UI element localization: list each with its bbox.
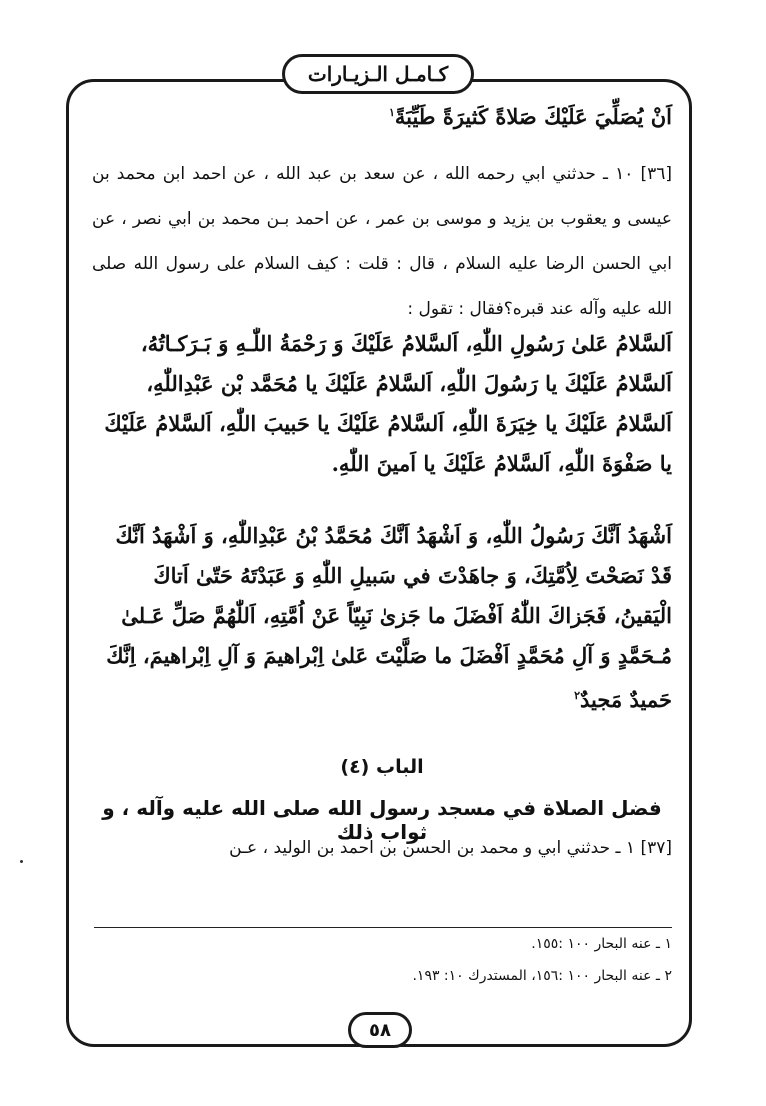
ziyarah-salutations: اَلسَّلامُ عَلىٰ رَسُولِ اللّٰهِ، اَلسَّلامُ عَلَيْكَ وَ رَحْمَةُ اللّٰـهِ وَ بَـرَكـاتُهُ، اَلسَّلامُ عَلَيْكَ يا رَسُولَ اللّٰهِ، اَلسَّلامُ عَلَيْكَ يا مُحَمَّد بْن عَبْدِاللّٰهِ، اَلسَّلامُ عَلَيْكَ يا خِيَرَةَ اللّٰهِ، اَلسَّلامُ عَلَيْكَ يا حَبيبَ اللّٰهِ، اَلسَّلامُ عَلَيْكَ يا صَفْوَةَ اللّٰهِ، اَلسَّلامُ عَلَيْكَ يا اَمينَ اللّٰهِ. [104,331,672,476]
hadith-37: [٣٧] ١ ـ حدثني ابي و محمد بن الحسن بن احمد بن الوليد ، عـن [229,838,672,858]
footnote-ref-1: ١ [388,106,395,119]
footnote-1: ١ ـ عنه البحار ١٠٠ :١٥٥. [531,936,672,952]
chapter-label: الباب (٤) [340,756,424,778]
ziyarah-testimony [92,516,672,720]
book-title-header [282,54,474,94]
page-number: ٥٨ [369,1019,391,1041]
hadith-36: [٣٦] ١٠ ـ حدثني ابي رحمه الله ، عن سعد بن عبد الله ، عن احمد ابن محمد بن عيسى و يعقوب بن يزيد و موسى بن عمر ، عن احمد بـن محمد بن ابي نصر ، عن ابي الحسن الرضا عليه السلام ، قال : قلت : كيف السلام على رسول الله صلى الله عليه وآله عند قبره؟فقال : تقول : [92,164,672,319]
chapter-title: فضل الصلاة في مسجد رسول الله صلى الله عليه وآله ، و ثواب ذلك [102,796,662,844]
book-title: كـامـل الـزيـارات [307,62,449,86]
supplication-text: اَنْ يُصَلِّيَ عَلَيْكَ صَلاةً كَثيرَةً طَيِّبَةً [394,104,672,129]
footnote-ref-2: ٢ [574,689,581,702]
footnote-2: ٢ ـ عنه البحار ١٠٠ :١٥٦، المستدرك ١٠: ١٩٣. [412,968,672,984]
page-number-badge [348,1012,412,1048]
ziyarah-testimony-text: اَشْهَدُ اَنَّكَ رَسُولُ اللّٰهِ، وَ اَشْهَدُ اَنَّكَ مُحَمَّدُ بْنُ عَبْدِاللّٰهِ، وَ اَشْهَدُ اَنَّكَ قَدْ نَصَحْتَ لِاُمَّتِكَ، وَ جاهَدْتَ في سَبيلِ اللّٰهِ وَ عَبَدْتَهُ حَتّىٰ اَتاكَ الْيَقينُ، فَجَزاكَ اللّٰهُ اَفْضَلَ ما جَزىٰ نَبِيّاً عَنْ اُمَّتِهِ، اَللّٰهُمَّ صَلِّ عَـلىٰ مُـحَمَّدٍ وَ آلِ مُحَمَّدٍ اَفْضَلَ ما صَلَّيْتَ عَلىٰ اِبْراهيمَ وَ آلِ اِبْراهيمَ، اِنَّكَ حَميدٌ مَجيدٌ [106,523,672,712]
margin-dot [20,860,23,863]
supplication-line [92,104,672,129]
footnote-separator [94,927,672,928]
